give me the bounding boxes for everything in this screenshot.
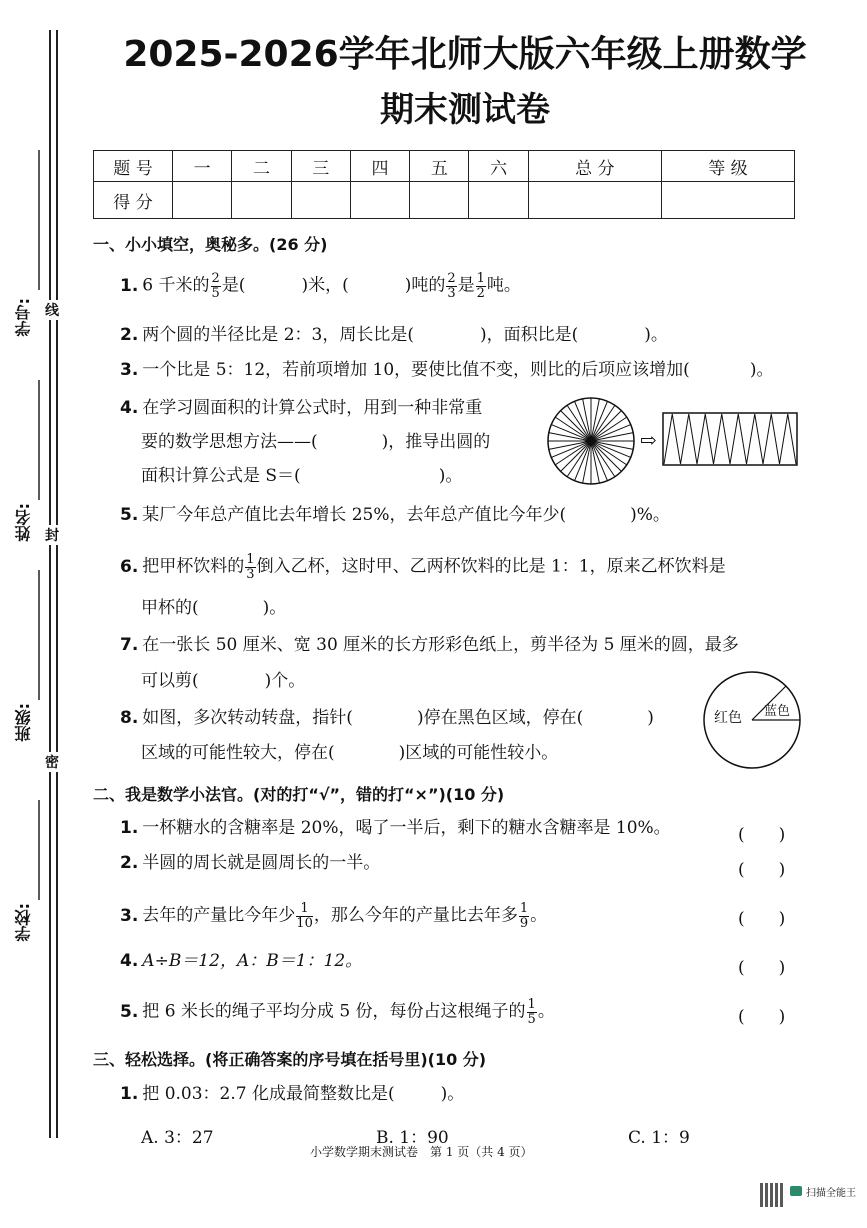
fraction: $\frac{1}{5}$ bbox=[527, 997, 536, 1027]
seal-char-secret: 密 bbox=[45, 752, 59, 772]
score-col-4: 四 bbox=[350, 151, 409, 182]
s2-q3: 3. 去年的产量比今年少 $\frac{1}{10}$ ，那么今年的产量比去年多 $\frac{1}{9}$ 。 bbox=[120, 901, 548, 931]
q-text: )吨的 bbox=[404, 275, 446, 296]
s2-q4: 4. A÷B＝12，A：B＝1：12。 bbox=[120, 951, 363, 971]
section3-heading: 三、轻松选择。(将正确答案的序号填在括号里)(10 分) bbox=[93, 1050, 487, 1069]
score-table bbox=[93, 150, 795, 219]
q-text: 是( bbox=[221, 275, 246, 296]
seal-char-line: 线 bbox=[45, 300, 59, 320]
section1-heading: 一、小小填空，奥秘多。(26 分) bbox=[93, 235, 328, 254]
score-cell[interactable] bbox=[232, 182, 291, 219]
s3-q1: 1. 把 0.03：2.7 化成最简整数比是( )。 bbox=[120, 1084, 465, 1104]
watermark-text: 扫描全能王 bbox=[806, 1188, 856, 1199]
spinner-blue-label: 蓝色 bbox=[764, 704, 791, 719]
score-cell[interactable] bbox=[469, 182, 528, 219]
answer-paren[interactable]: ( ) bbox=[738, 860, 786, 880]
score-col-grade: 等 级 bbox=[661, 151, 794, 182]
score-cell[interactable] bbox=[173, 182, 232, 219]
class-label: 班级: bbox=[14, 703, 33, 742]
score-cell[interactable] bbox=[661, 182, 794, 219]
q-text: 吨。 bbox=[486, 275, 521, 296]
page-footer: 小学数学期末测试卷 第 1 页（共 4 页） bbox=[310, 1145, 533, 1159]
q-number: 1. bbox=[120, 275, 139, 296]
score-cell[interactable] bbox=[528, 182, 661, 219]
score-cell[interactable] bbox=[350, 182, 409, 219]
fraction: $\frac{1}{3}$ bbox=[246, 552, 255, 582]
answer-paren[interactable]: ( ) bbox=[738, 909, 786, 929]
s1-q3: 3. 一个比是 5：12，若前项增加 10，要使比值不变，则比的后项应该增加( )。 bbox=[120, 360, 774, 380]
s1-q1 bbox=[120, 272, 521, 300]
sector-circle-diagram bbox=[545, 395, 637, 487]
score-table-row-label: 得 分 bbox=[94, 182, 173, 219]
s2-q1: 1. 一杯糖水的含糖率是 20%，喝了一半后，剩下的糖水含糖率是 10%。 bbox=[120, 818, 671, 838]
exam-subtitle: 期末测试卷 bbox=[380, 90, 550, 130]
s1-q6-line2: 甲杯的( )。 bbox=[141, 598, 287, 618]
s1-q5: 5. 某厂今年总产值比去年增长 25%，去年总产值比今年少( )%。 bbox=[120, 505, 670, 525]
answer-paren[interactable]: ( ) bbox=[738, 958, 786, 978]
fraction: $\frac{2}{5}$ bbox=[211, 271, 220, 301]
score-cell[interactable] bbox=[410, 182, 469, 219]
fraction: $\frac{1}{10}$ bbox=[296, 901, 313, 931]
binding-margin bbox=[0, 0, 80, 1228]
score-col-1: 一 bbox=[173, 151, 232, 182]
s2-q5: 5. 把 6 米长的绳子平均分成 5 份，每份占这根绳子的 $\frac{1}{5}$ 。 bbox=[120, 997, 555, 1027]
score-col-5: 五 bbox=[410, 151, 469, 182]
fraction: $\frac{1}{9}$ bbox=[519, 901, 529, 931]
score-cell[interactable] bbox=[291, 182, 350, 219]
exam-title: 2025-2026学年北师大版六年级上册数学 bbox=[123, 34, 807, 75]
q-text: )米，( bbox=[301, 275, 349, 296]
s1-q7: 7. 在一张长 50 厘米、宽 30 厘米的长方形彩色纸上，剪半径为 5 厘米的圆，最多 bbox=[120, 635, 739, 655]
s2-q2: 2. 半圆的周长就是圆周长的一半。 bbox=[120, 853, 381, 873]
spinner-red-label: 红色 bbox=[714, 710, 742, 726]
option-c[interactable]: C. 1：9 bbox=[628, 1128, 690, 1148]
s1-q4-line3: 面积计算公式是 S＝( )。 bbox=[141, 466, 463, 486]
seal-char-seal: 封 bbox=[45, 525, 59, 545]
section2-heading: 二、我是数学小法官。(对的打“√”，错的打“×”)(10 分) bbox=[93, 785, 505, 804]
score-col-6: 六 bbox=[469, 151, 528, 182]
score-col-total: 总 分 bbox=[528, 151, 661, 182]
student-id-label: 学号: bbox=[14, 298, 33, 337]
score-col-2: 二 bbox=[232, 151, 291, 182]
option-a[interactable]: A. 3：27 bbox=[141, 1128, 214, 1148]
s1-q6: 6. 把甲杯饮料的 $\frac{1}{3}$ 倒入乙杯，这时甲、乙两杯饮料的比是 1：1，原来乙杯饮料是 bbox=[120, 552, 726, 582]
fraction: $\frac{2}{3}$ bbox=[447, 271, 456, 301]
school-label: 学校: bbox=[14, 903, 33, 942]
s1-q8: 8. 如图，多次转动转盘，指针( )停在黑色区域，停在( ) bbox=[120, 708, 654, 728]
fraction: $\frac{1}{2}$ bbox=[476, 271, 485, 301]
s1-q8-line2: 区域的可能性较大，停在( )区域的可能性较小。 bbox=[141, 743, 559, 763]
s1-q4: 4. 在学习圆面积的计算公式时，用到一种非常重 bbox=[120, 398, 483, 418]
answer-paren[interactable]: ( ) bbox=[738, 1007, 786, 1027]
option-b[interactable]: B. 1：90 bbox=[376, 1128, 449, 1148]
q-text: 6 千米的 bbox=[142, 275, 210, 296]
s1-q2: 2. 两个圆的半径比是 2：3，周长比是( )，面积比是( )。 bbox=[120, 325, 668, 345]
score-col-3: 三 bbox=[291, 151, 350, 182]
qr-code-icon bbox=[760, 1183, 784, 1207]
answer-paren[interactable]: ( ) bbox=[738, 825, 786, 845]
s1-q4-line2: 要的数学思想方法——( )，推导出圆的 bbox=[141, 432, 491, 452]
name-label: 姓名: bbox=[14, 503, 33, 542]
score-table-header-label: 题 号 bbox=[94, 151, 173, 182]
arrow-icon: ⇨ bbox=[640, 428, 657, 452]
s1-q7-line2: 可以剪( )个。 bbox=[141, 671, 306, 691]
q-text: 是 bbox=[457, 275, 475, 296]
rearranged-parallelogram-diagram bbox=[662, 412, 798, 466]
scanner-logo-icon bbox=[790, 1186, 802, 1196]
